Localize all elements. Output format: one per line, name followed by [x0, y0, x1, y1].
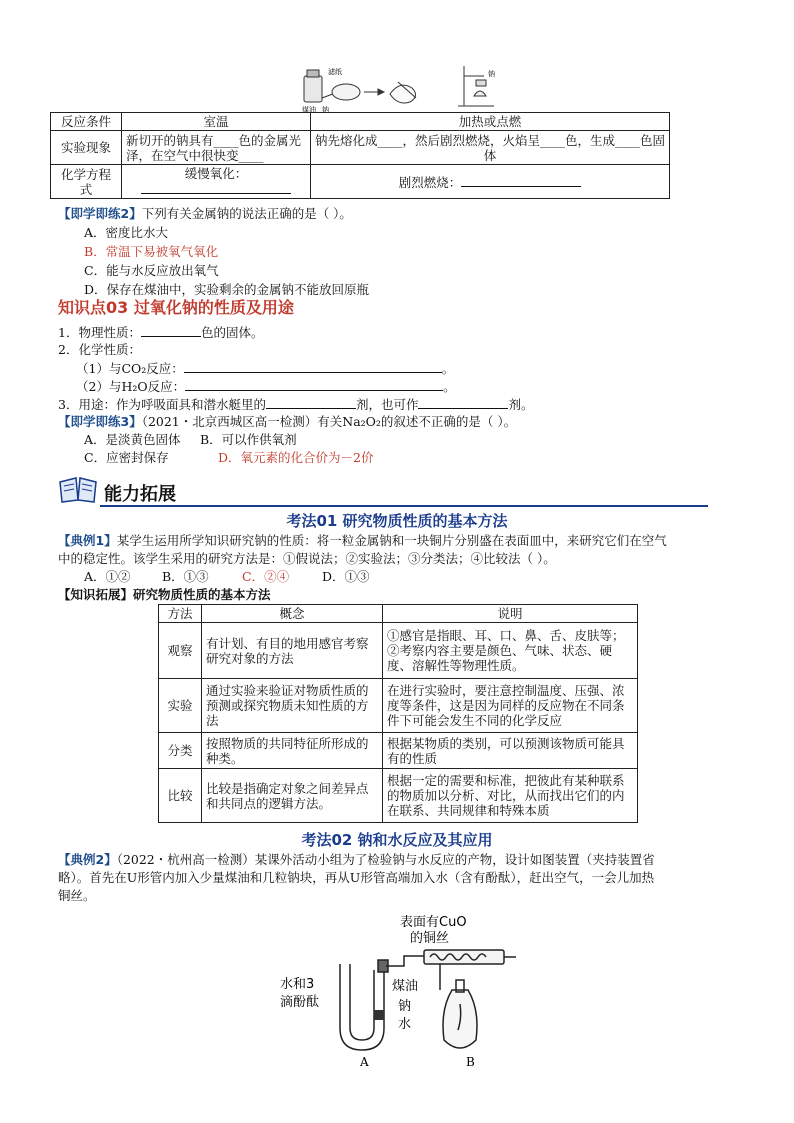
kf01-option-b: B．①③: [162, 569, 209, 584]
practice2-option-a: A．密度比水大: [84, 225, 169, 240]
t1-phenomenon-heat: 钠先熔化成____，然后剧烈燃烧，火焰呈____色，生成____色固体: [311, 131, 670, 165]
kp03-item2: 2．化学性质：: [58, 342, 141, 357]
kf01-ext-tag: 【知识拓展】研究物质性质的基本方法: [58, 587, 271, 602]
fig-label-na1: 钠: [322, 106, 329, 114]
t2-note: ①感官是指眼、耳、口、鼻、舌、皮肤等；②考察内容主要是颜色、气味、状态、硬度、溶解性等物理性质。: [383, 623, 638, 679]
kf02-text3: 铜丝。: [58, 888, 96, 903]
table-row: [159, 679, 638, 733]
table-row: [159, 623, 638, 679]
practice3-option-d: D．氧元素的化合价为－2价: [218, 450, 374, 465]
kp03-item1-b: 色的固体。: [200, 325, 264, 340]
sodium-piece: [374, 1010, 384, 1020]
kp03-item3-blank2: [418, 396, 508, 409]
practice3-option-a: A．是淡黄色固体: [84, 432, 181, 447]
section-divider: [100, 505, 708, 507]
practice3-question: [58, 414, 516, 430]
t1-equation-heat: [311, 165, 670, 199]
practice2-question: [58, 206, 352, 222]
t1-equation-room: [122, 165, 311, 199]
fig-cuo-label: 表面有CuO: [400, 915, 467, 930]
kp03-item2-2-blank: [185, 378, 443, 391]
t1-row-equation-label: 化学方程式: [51, 165, 122, 199]
t2-header-concept: 概念: [202, 605, 383, 623]
fig-label-filter: 滤纸: [328, 68, 342, 76]
kp03-item1-blank: [141, 324, 201, 337]
kp03-item3-c: 剂。: [508, 397, 534, 412]
kf01-option-d: D．①③: [322, 569, 370, 584]
t2-concept: 按照物质的共同特征所形成的种类。: [202, 733, 383, 769]
t1-eq-heat-blank: [461, 174, 581, 187]
practice3-text: （2021・北京西城区高一检测）有关Na₂O₂的叙述不正确的是（ ）。: [141, 414, 517, 429]
t1-eq-room-text: 缓慢氧化：: [184, 166, 248, 181]
book-icon: [58, 474, 98, 504]
t1-eq-heat-text: 剧烈燃烧：: [398, 174, 462, 190]
kp03-item2-1-text: （1）与CO₂反应：: [76, 361, 184, 376]
t2-concept: 通过实验来验证对物质性质的预测或探究物质未知性质的方法: [202, 679, 383, 733]
section-title: 能力拓展: [104, 484, 176, 505]
kp03-item1: [58, 324, 263, 341]
kp03-item3: [58, 396, 534, 413]
t1-phenomenon-room: 新切开的钠具有____色的金属光泽，在空气中很快变____: [122, 131, 311, 165]
kf01-text1: [58, 533, 667, 549]
kf01-text1-content: 某学生运用所学知识研究钠的性质：将一粒金属钠和一块铜片分别盛在表面皿中，来研究它们在空气: [116, 533, 667, 548]
kf02-text1: [58, 852, 655, 868]
practice2-option-d: D．保存在煤油中，实验剩余的金属钠不能放回原瓶: [84, 282, 370, 297]
kp03-item2-2-text: （2）与H₂O反应：: [76, 379, 186, 394]
t2-method: 实验: [159, 679, 202, 733]
kp03-item2-1-period: 。: [441, 361, 455, 376]
kf01-tag: 【典例1】: [58, 533, 117, 548]
sodium-reaction-table: [50, 112, 670, 199]
kf01-option-c: C．②④: [242, 569, 290, 584]
table-row: [159, 733, 638, 769]
t1-header-room: 室温: [122, 113, 311, 131]
t2-header-note: 说明: [383, 605, 638, 623]
fig-label-b: B: [466, 1055, 475, 1069]
kf02-title: 考法02 钠和水反应及其应用: [301, 831, 493, 849]
t1-header-heat: 加热或点燃: [311, 113, 670, 131]
kp03-item3-a: 3．用途：作为呼吸面具和潜水艇里的: [58, 397, 266, 412]
fig-label-a: A: [360, 1055, 369, 1069]
kf01-option-a: A．①②: [84, 569, 131, 584]
fig-label-na2: 钠: [488, 70, 495, 78]
kf02-tag: 【典例2】: [58, 852, 117, 867]
t2-note: 根据某物质的类别，可以预测该物质可能具有的性质: [383, 733, 638, 769]
kp03-item2-1-blank: [184, 360, 442, 373]
practice3-option-b: B．可以作供氧剂: [200, 432, 297, 447]
methods-table: [158, 604, 638, 823]
fig-water-label: 水: [398, 1017, 412, 1032]
t1-header-cond: 反应条件: [51, 113, 122, 131]
practice2-option-c: C．能与水反应放出氧气: [84, 263, 219, 278]
kp03-item1-a: 1．物理性质：: [58, 325, 141, 340]
t2-header-method: 方法: [159, 605, 202, 623]
fig-sodium-label: 钠: [398, 999, 412, 1014]
table-row: [159, 769, 638, 823]
practice3-tag: 【即学即练3】: [58, 414, 142, 429]
t2-note: 在进行实验时，要注意控制温度、压强、浓度等条件，这是因为同样的反应物在不同条件下可能会发生不同的化学反应: [383, 679, 638, 733]
kp03-item2-2: [76, 378, 456, 395]
practice2-option-b: B．常温下易被氧气氧化: [84, 244, 219, 259]
t1-eq-room-blank: [141, 181, 291, 194]
fig-cu-label: 的铜丝: [410, 931, 450, 946]
practice2-tag: 【即学即练2】: [58, 206, 142, 221]
kp03-item3-blank1: [266, 396, 356, 409]
fig-kerosene-label: 煤油: [392, 979, 419, 994]
t2-note: 根据一定的需要和标准，把彼此有某种联系的物质加以分析、对比，从而找出它们的内在联系、共同规律和特殊本质: [383, 769, 638, 823]
kf01-text2: 中的稳定性。该学生采用的研究方法是：①假说法；②实验法；③分类法；④比较法（ ）。: [58, 551, 556, 566]
t2-method: 观察: [159, 623, 202, 679]
fig-water-label2: 滴酚酞: [280, 995, 320, 1010]
sodium-cutting-figure: [298, 62, 498, 114]
kf02-text1-content: （2022・杭州高一检测）某课外活动小组为了检验钠与水反应的产物，设计如图装置（夹持装置省: [116, 852, 655, 867]
kp03-title: 知识点03 过氧化钠的性质及用途: [58, 298, 294, 317]
t2-method: 比较: [159, 769, 202, 823]
kp03-item2-1: [76, 360, 454, 377]
practice3-option-c: C．应密封保存: [84, 450, 169, 465]
kp03-item3-b: 剂，也可作: [355, 397, 419, 412]
kp03-item2-2-period: 。: [443, 379, 456, 394]
fig-label-kerosene: 煤油: [302, 106, 316, 114]
t2-method: 分类: [159, 733, 202, 769]
kf02-text2: 略）。首先在U形管内加入少量煤油和几粒钠块，再从U形管高端加入水（含有酚酞），赶出空气，一会儿加热: [58, 870, 655, 885]
t2-concept: 比较是指确定对象之间差异点和共同点的逻辑方法。: [202, 769, 383, 823]
practice2-text: 下列有关金属钠的说法正确的是（ ）。: [141, 206, 352, 221]
fig-water-label1: 水和3: [280, 977, 315, 992]
kf01-title: 考法01 研究物质性质的基本方法: [286, 512, 508, 530]
t2-concept: 有计划、有目的地用感官考察研究对象的方法: [202, 623, 383, 679]
apparatus-figure: [280, 910, 540, 1070]
t1-row-phenomenon-label: 实验现象: [51, 131, 122, 165]
